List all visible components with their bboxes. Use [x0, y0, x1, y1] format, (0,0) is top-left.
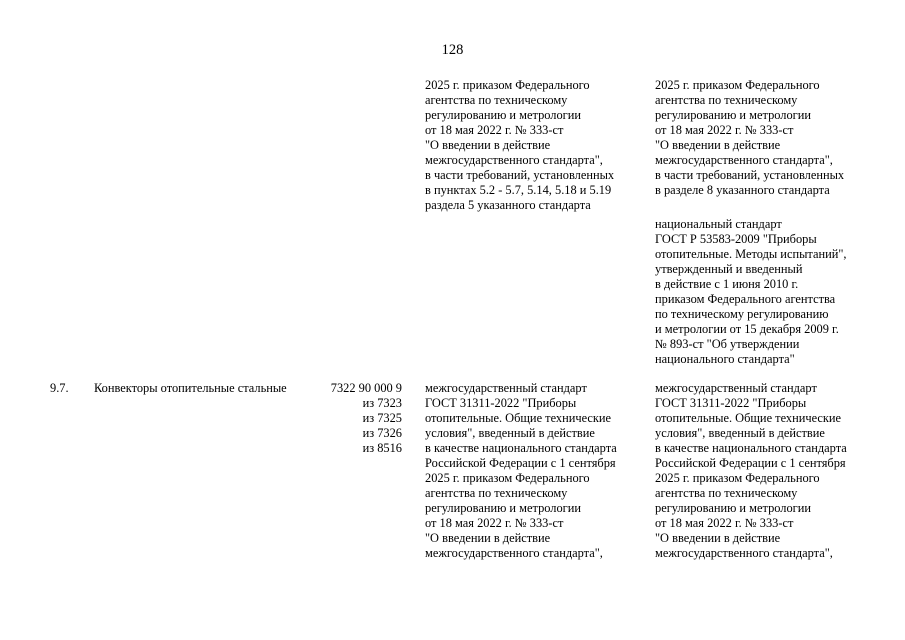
text-line: агентства по техническому [655, 93, 798, 107]
text-line: 2025 г. приказом Федерального [655, 471, 820, 485]
text-line: "О введении в действие [655, 531, 781, 545]
text-line: в пунктах 5.2 - 5.7, 5.14, 5.18 и 5.19 [425, 183, 612, 197]
text-line: межгосударственного стандарта", [655, 546, 833, 560]
tnved-codes [318, 381, 402, 456]
text-line: 2025 г. приказом Федерального [425, 471, 590, 485]
text-line: "О введении в действие [655, 138, 781, 152]
text-line: регулированию и метрологии [425, 501, 582, 515]
text-line: 2025 г. приказом Федерального [655, 78, 820, 92]
text-line: условия", введенный в действие [655, 426, 825, 440]
row-number: 9.7. [50, 381, 69, 395]
text-line: утвержденный и введенный [655, 262, 803, 276]
text-line: Российской Федерации с 1 сентября [425, 456, 616, 470]
text-line: в действие с 1 июня 2010 г. [655, 277, 799, 291]
text-line: от 18 мая 2022 г. № 333-ст [425, 516, 564, 530]
text-line: отопительные. Общие технические [655, 411, 842, 425]
row-standard-col4 [425, 381, 617, 561]
text-line: № 893-ст "Об утверждении [655, 337, 800, 351]
text-line: Российской Федерации с 1 сентября [655, 456, 846, 470]
text-line: межгосударственный стандарт [425, 381, 587, 395]
text-line: агентства по техническому [425, 486, 568, 500]
text-line: из 8516 [362, 441, 402, 455]
text-line: в качестве национального стандарта [425, 441, 617, 455]
text-line: условия", введенный в действие [425, 426, 595, 440]
text-line: в части требований, установленных [425, 168, 615, 182]
text-line: по техническому регулированию [655, 307, 829, 321]
text-line: регулированию и метрологии [655, 501, 812, 515]
text-line: от 18 мая 2022 г. № 333-ст [655, 516, 794, 530]
text-line: из 7325 [362, 411, 402, 425]
text-line: из 7323 [362, 396, 402, 410]
text-line: отопительные. Общие технические [425, 411, 612, 425]
text-line: в разделе 8 указанного стандарта [655, 183, 830, 197]
text-line: 2025 г. приказом Федерального [425, 78, 590, 92]
text-line: межгосударственный стандарт [655, 381, 817, 395]
text-line: 7322 90 000 9 [330, 381, 402, 395]
text-line: агентства по техническому [425, 93, 568, 107]
text-line: национальный стандарт [655, 217, 782, 231]
text-line: приказом Федерального агентства [655, 292, 836, 306]
text-line: от 18 мая 2022 г. № 333-ст [655, 123, 794, 137]
text-line: межгосударственного стандарта", [425, 153, 603, 167]
text-line: "О введении в действие [425, 138, 551, 152]
text-line: межгосударственного стандарта", [425, 546, 603, 560]
continuation-standard-col5 [655, 78, 844, 198]
text-line: ГОСТ 31311-2022 "Приборы [655, 396, 807, 410]
text-line: ГОСТ Р 53583-2009 "Приборы [655, 232, 817, 246]
product-name: Конвекторы отопительные стальные [94, 381, 287, 395]
text-line: межгосударственного стандарта", [655, 153, 833, 167]
text-line: отопительные. Методы испытаний", [655, 247, 847, 261]
page-number: 128 [441, 42, 464, 58]
text-line: из 7326 [362, 426, 402, 440]
text-line: агентства по техническому [655, 486, 798, 500]
text-line: регулированию и метрологии [655, 108, 812, 122]
text-line: в качестве национального стандарта [655, 441, 847, 455]
text-line: от 18 мая 2022 г. № 333-ст [425, 123, 564, 137]
continuation-national-standard-col5 [655, 217, 847, 367]
text-line: национального стандарта" [655, 352, 795, 366]
row-standard-col5 [655, 381, 847, 561]
continuation-standard-col4 [425, 78, 614, 213]
text-line: ГОСТ 31311-2022 "Приборы [425, 396, 577, 410]
text-line: регулированию и метрологии [425, 108, 582, 122]
text-line: раздела 5 указанного стандарта [425, 198, 591, 212]
text-line: в части требований, установленных [655, 168, 845, 182]
text-line: и метрологии от 15 декабря 2009 г. [655, 322, 839, 336]
text-line: "О введении в действие [425, 531, 551, 545]
